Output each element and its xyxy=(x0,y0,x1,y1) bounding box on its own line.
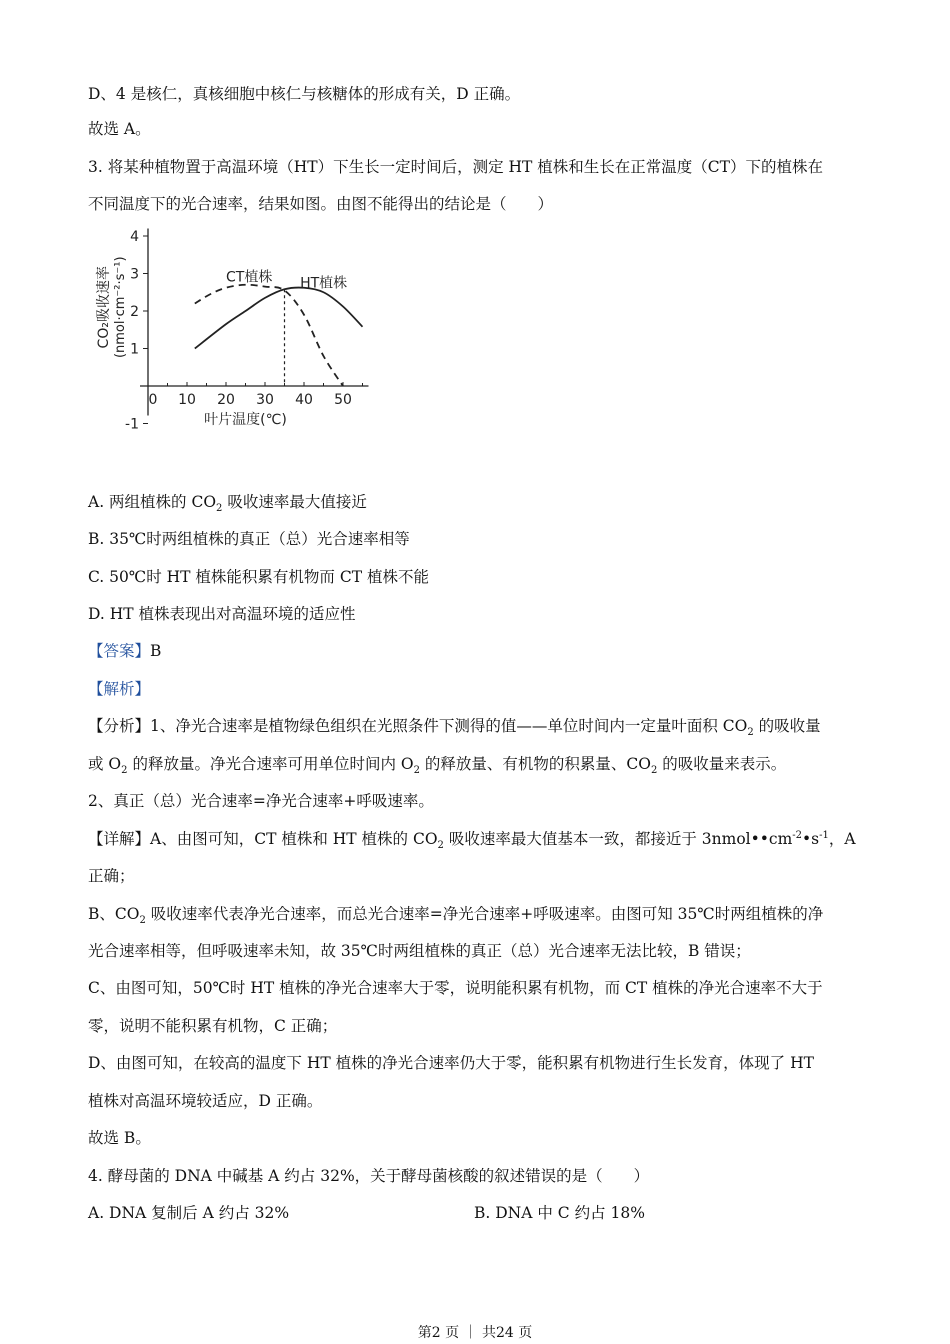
answer: 【答案】B xyxy=(88,642,162,660)
series-line-ht xyxy=(195,288,363,349)
x-tick-label: 40 xyxy=(295,392,313,408)
detail-a-line-1: 【详解】A、由图可知，CT 植株和 HT 植株的 $CO_2$ 吸收速率最大值基本一致，都接近于 $3nmol••cm^{-2}•s^{-1}$，A xyxy=(88,829,856,852)
detail-d-line-2: 植株对高温环境较适应，D 正确。 xyxy=(88,1092,323,1110)
y-tick-label: -1 xyxy=(125,416,139,433)
y-tick-label: 1 xyxy=(130,341,139,358)
option-d-explanation-prev: D、4 是核仁，真核细胞中核仁与核糖体的形成有关，D 正确。 xyxy=(88,85,521,103)
series-label-ct: CT植株 xyxy=(226,269,273,286)
option-a: A. 两组植株的 $CO_2$ 吸收速率最大值接近 xyxy=(88,493,367,515)
detail-a-line-2: 正确； xyxy=(88,867,135,885)
option-b: B. 35℃时两组植株的真正（总）光合速率相等 xyxy=(88,530,410,548)
question-3-line-2: 不同温度下的光合速率，结果如图。由图不能得出的结论是（ ） xyxy=(88,195,554,213)
analysis-heading: 【解析】 xyxy=(88,680,151,698)
y-axis-unit: (nmol·cm⁻²·s⁻¹) xyxy=(113,256,128,359)
option-d: D. HT 植株表现出对高温环境的适应性 xyxy=(88,605,356,623)
question-3-line-1: 3. 将某种植物置于高温环境（HT）下生长一定时间后，测定 HT 植株和生长在正常温度（CT）下的植株在 xyxy=(88,158,823,176)
analysis-line-1: 【分析】1、净光合速率是植物绿色组织在光照条件下测得的值——单位时间内一定量叶面积 $CO_2$ 的吸收量 xyxy=(88,717,821,739)
detail-c-line-1: C、由图可知，50℃时 HT 植株的净光合速率大于零，说明能积累有机物，而 CT 植株的净光合速率不大于 xyxy=(88,979,823,997)
question-4-option-a: A. DNA 复制后 A 约占 32% xyxy=(88,1204,290,1222)
conclusion: 故选 B。 xyxy=(88,1129,151,1147)
chart-axes xyxy=(140,229,369,416)
x-axis-label: 叶片温度(℃) xyxy=(204,412,287,428)
photosynthesis-chart xyxy=(88,222,388,452)
conclusion-prev: 故选 A。 xyxy=(88,120,151,138)
x-tick-label: 10 xyxy=(178,392,196,408)
y-tick-label: 3 xyxy=(130,266,139,283)
option-c: C. 50℃时 HT 植株能积累有机物而 CT 植株不能 xyxy=(88,568,429,586)
detail-d-line-1: D、由图可知，在较高的温度下 HT 植株的净光合速率仍大于零，能积累有机物进行生长发育，体现了 HT xyxy=(88,1054,814,1072)
y-tick-label: 4 xyxy=(130,229,139,245)
chart-ticks xyxy=(125,229,362,433)
question-4: 4. 酵母菌的 DNA 中碱基 A 约占 32%，关于酵母菌核酸的叙述错误的是（ ） xyxy=(88,1167,650,1185)
analysis-line-2: 或 $O_2$ 的释放量。净光合速率可用单位时间内 $O_2$ 的释放量、有机物的积累量、$CO_2$ 的吸收量来表示。 xyxy=(88,755,787,777)
y-axis-label: CO₂吸收速率 xyxy=(96,266,112,349)
detail-b-line-2: 光合速率相等，但呼吸速率未知，故 35℃时两组植株的真正（总）光合速率无法比较，B 错误； xyxy=(88,942,751,960)
series-label-ht: HT植株 xyxy=(300,275,348,292)
x-tick-label: 30 xyxy=(256,392,274,408)
detail-c-line-2: 零，说明不能积累有机物，C 正确； xyxy=(88,1017,338,1035)
analysis-line-3: 2、真正（总）光合速率=净光合速率+呼吸速率。 xyxy=(88,792,434,810)
x-tick-label: 20 xyxy=(217,392,235,408)
chart-series xyxy=(195,269,363,387)
x-tick-label: 50 xyxy=(334,392,352,408)
detail-b-line-1: B、$CO_2$ 吸收速率代表净光合速率，而总光合速率=净光合速率+呼吸速率。由图可知 35℃时两组植株的净 xyxy=(88,905,824,927)
y-tick-label: 2 xyxy=(130,304,139,320)
x-tick-label: 0 xyxy=(148,392,158,408)
page-footer: 第2 页 ｜ 共24 页 xyxy=(417,1325,533,1341)
question-4-option-b: B. DNA 中 C 约占 18% xyxy=(474,1204,645,1222)
series-line-ct xyxy=(195,285,343,386)
